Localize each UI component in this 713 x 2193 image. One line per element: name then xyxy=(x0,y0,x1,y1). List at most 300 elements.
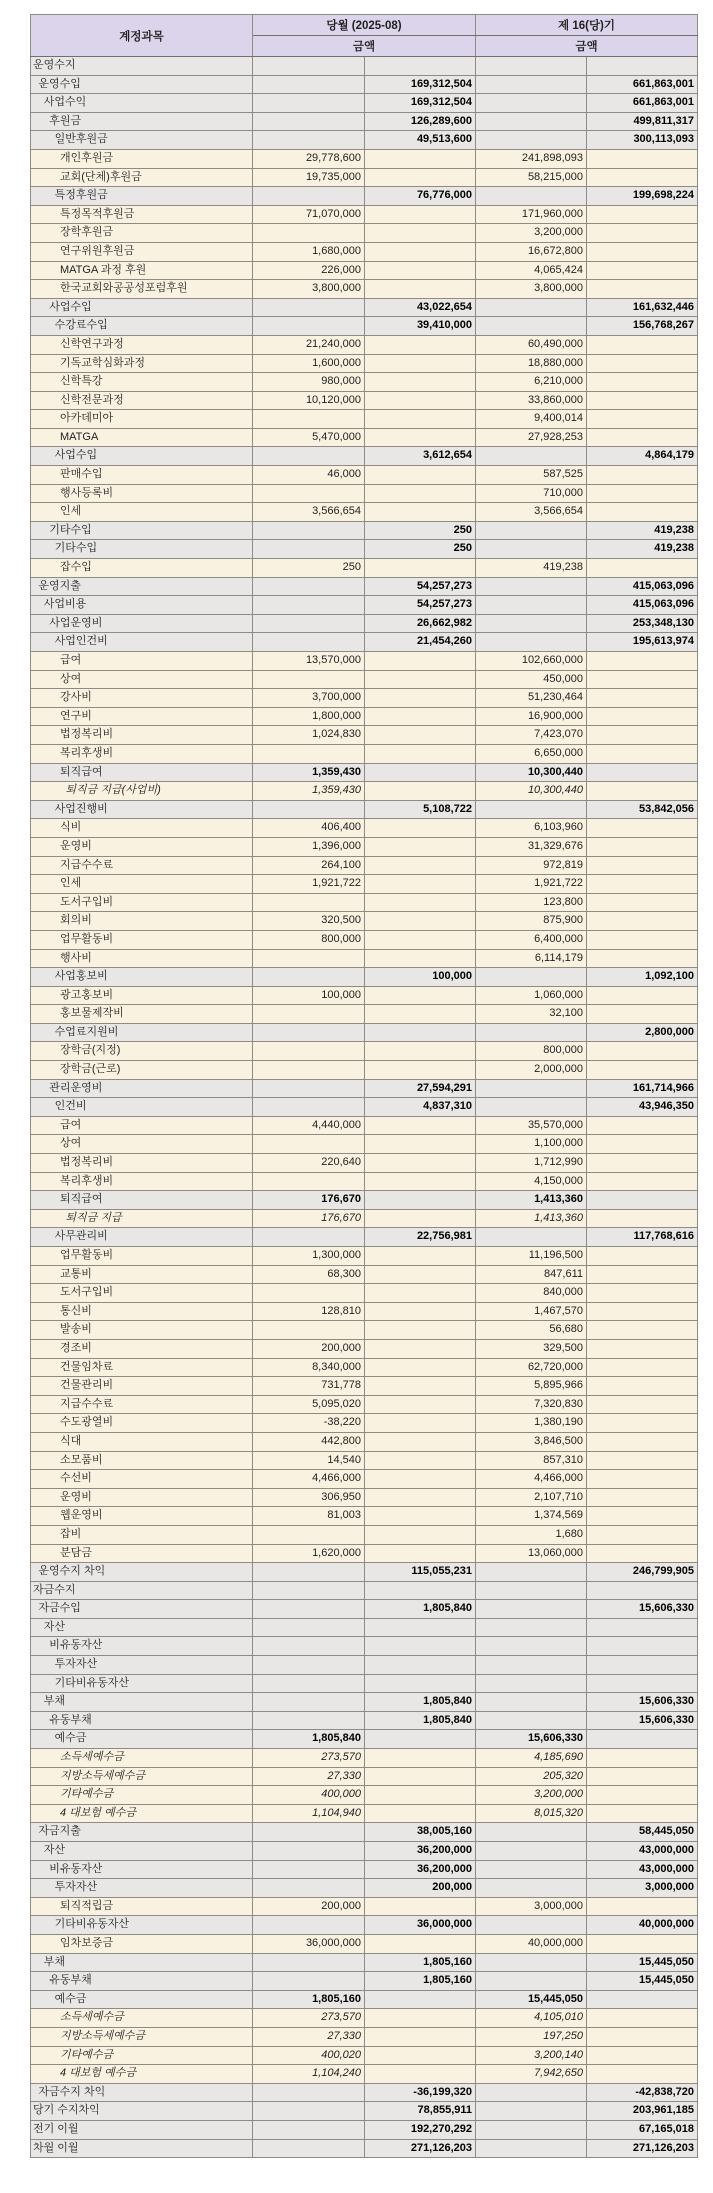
account-cell: 발송비 xyxy=(31,1321,253,1340)
amount-cell: 972,819 xyxy=(476,856,587,875)
table-row xyxy=(31,930,698,949)
amount-cell xyxy=(587,1897,698,1916)
amount-cell xyxy=(476,1637,587,1656)
account-cell: 자금수입 xyxy=(31,1600,253,1619)
amount-cell: 840,000 xyxy=(476,1284,587,1303)
amount-cell: 875,900 xyxy=(476,912,587,931)
account-cell: 특정목적후원금 xyxy=(31,205,253,224)
amount-cell xyxy=(365,559,476,578)
amount-cell xyxy=(365,1470,476,1489)
account-cell: 예수금 xyxy=(31,1730,253,1749)
table-row xyxy=(31,986,698,1005)
amount-cell: 156,768,267 xyxy=(587,317,698,336)
account-cell: 인세 xyxy=(31,875,253,894)
amount-cell xyxy=(587,1172,698,1191)
table-row xyxy=(31,1079,698,1098)
account-cell: 판매수입 xyxy=(31,466,253,485)
amount-cell xyxy=(365,1525,476,1544)
amount-cell xyxy=(365,763,476,782)
account-cell: 장학금(지정) xyxy=(31,1042,253,1061)
table-row xyxy=(31,1730,698,1749)
account-cell: 신학특강 xyxy=(31,373,253,392)
amount-cell: 271,126,203 xyxy=(365,2139,476,2158)
account-cell: 도서구입비 xyxy=(31,1284,253,1303)
account-cell: 운영수입 xyxy=(31,75,253,94)
table-row xyxy=(31,670,698,689)
account-cell: 특정후원금 xyxy=(31,187,253,206)
account-cell: 개인후원금 xyxy=(31,149,253,168)
table-row xyxy=(31,1209,698,1228)
amount-cell xyxy=(365,1023,476,1042)
amount-cell: -42,838,720 xyxy=(587,2083,698,2102)
amount-cell xyxy=(365,335,476,354)
amount-cell xyxy=(365,1135,476,1154)
table-row xyxy=(31,1005,698,1024)
amount-cell xyxy=(253,1284,365,1303)
account-cell: 기타비유동자산 xyxy=(31,1674,253,1693)
amount-cell xyxy=(476,75,587,94)
amount-cell: 4,105,010 xyxy=(476,2009,587,2028)
table-row xyxy=(31,1172,698,1191)
account-cell: 4 대보험 예수금 xyxy=(31,1804,253,1823)
amount-cell: 203,961,185 xyxy=(587,2102,698,2121)
amount-cell: 4,864,179 xyxy=(587,447,698,466)
amount-cell xyxy=(365,1637,476,1656)
amount-cell xyxy=(587,1395,698,1414)
amount-cell: 43,022,654 xyxy=(365,298,476,317)
amount-cell xyxy=(587,1135,698,1154)
table-row xyxy=(31,1786,698,1805)
amount-cell: 800,000 xyxy=(253,930,365,949)
amount-cell: 271,126,203 xyxy=(587,2139,698,2158)
amount-cell: 197,250 xyxy=(476,2027,587,2046)
amount-cell: 200,000 xyxy=(365,1879,476,1898)
amount-cell xyxy=(253,893,365,912)
amount-cell: 15,445,050 xyxy=(587,1972,698,1991)
amount-cell: 661,863,001 xyxy=(587,75,698,94)
table-row xyxy=(31,1302,698,1321)
column-header-amount-term: 금액 xyxy=(476,36,698,57)
amount-cell: 13,570,000 xyxy=(253,652,365,671)
amount-cell xyxy=(253,131,365,150)
amount-cell xyxy=(253,1042,365,1061)
amount-cell: 195,613,974 xyxy=(587,633,698,652)
table-row xyxy=(31,354,698,373)
amount-cell xyxy=(365,1749,476,1768)
amount-cell: 415,063,096 xyxy=(587,596,698,615)
amount-cell xyxy=(253,1061,365,1080)
amount-cell: 710,000 xyxy=(476,484,587,503)
amount-cell: 273,570 xyxy=(253,1749,365,1768)
amount-cell xyxy=(365,1154,476,1173)
amount-cell xyxy=(587,652,698,671)
amount-cell xyxy=(587,1302,698,1321)
table-row xyxy=(31,2083,698,2102)
amount-cell: 27,330 xyxy=(253,1767,365,1786)
amount-cell xyxy=(587,782,698,801)
amount-cell xyxy=(587,875,698,894)
table-body xyxy=(31,57,698,2158)
amount-cell: 1,380,190 xyxy=(476,1414,587,1433)
amount-cell: 171,960,000 xyxy=(476,205,587,224)
amount-cell xyxy=(476,1228,587,1247)
amount-cell xyxy=(253,1711,365,1730)
amount-cell: 415,063,096 xyxy=(587,577,698,596)
amount-cell: 192,270,292 xyxy=(365,2120,476,2139)
amount-cell xyxy=(587,205,698,224)
table-row xyxy=(31,1432,698,1451)
table-row xyxy=(31,949,698,968)
amount-cell: 442,800 xyxy=(253,1432,365,1451)
amount-cell xyxy=(587,1990,698,2009)
amount-cell: 2,107,710 xyxy=(476,1488,587,1507)
amount-cell xyxy=(587,1581,698,1600)
amount-cell xyxy=(365,1674,476,1693)
amount-cell: 847,611 xyxy=(476,1265,587,1284)
table-row xyxy=(31,559,698,578)
amount-cell xyxy=(253,1600,365,1619)
amount-cell: 26,662,982 xyxy=(365,614,476,633)
amount-cell xyxy=(365,1191,476,1210)
amount-cell: 176,670 xyxy=(253,1209,365,1228)
amount-cell: 980,000 xyxy=(253,373,365,392)
amount-cell xyxy=(365,1934,476,1953)
amount-cell: 32,100 xyxy=(476,1005,587,1024)
table-row xyxy=(31,168,698,187)
account-cell: MATGA xyxy=(31,428,253,447)
amount-cell xyxy=(253,744,365,763)
amount-cell xyxy=(365,1061,476,1080)
amount-cell xyxy=(476,1972,587,1991)
table-row xyxy=(31,94,698,113)
amount-cell xyxy=(476,317,587,336)
account-cell: 교회(단체)후원금 xyxy=(31,168,253,187)
amount-cell xyxy=(587,1154,698,1173)
account-cell: 신학전문과정 xyxy=(31,391,253,410)
account-cell: 복리후생비 xyxy=(31,744,253,763)
table-row xyxy=(31,596,698,615)
amount-cell: 1,374,569 xyxy=(476,1507,587,1526)
amount-cell: 176,670 xyxy=(253,1191,365,1210)
column-header-current-term: 제 16(당)기 xyxy=(476,15,698,36)
account-cell: 잡수입 xyxy=(31,559,253,578)
account-cell: 소득세예수금 xyxy=(31,2009,253,2028)
amount-cell: 200,000 xyxy=(253,1339,365,1358)
account-cell: 아카데미아 xyxy=(31,410,253,429)
amount-cell: 306,950 xyxy=(253,1488,365,1507)
table-row xyxy=(31,521,698,540)
amount-cell xyxy=(587,2009,698,2028)
amount-cell xyxy=(253,224,365,243)
amount-cell xyxy=(587,335,698,354)
amount-cell xyxy=(253,2139,365,2158)
amount-cell xyxy=(365,1990,476,2009)
table-row xyxy=(31,187,698,206)
account-cell: 유동부채 xyxy=(31,1711,253,1730)
table-row xyxy=(31,373,698,392)
amount-cell xyxy=(253,57,365,76)
amount-cell xyxy=(253,317,365,336)
amount-cell xyxy=(587,1042,698,1061)
table-row xyxy=(31,1879,698,1898)
amount-cell: 4,185,690 xyxy=(476,1749,587,1768)
account-cell: 지급수수료 xyxy=(31,1395,253,1414)
amount-cell: 46,000 xyxy=(253,466,365,485)
amount-cell: 169,312,504 xyxy=(365,75,476,94)
amount-cell xyxy=(365,1767,476,1786)
amount-cell: 264,100 xyxy=(253,856,365,875)
account-cell: 지급수수료 xyxy=(31,856,253,875)
amount-cell xyxy=(587,2046,698,2065)
amount-cell: 22,756,981 xyxy=(365,1228,476,1247)
amount-cell xyxy=(476,1879,587,1898)
account-cell: 수강료수입 xyxy=(31,317,253,336)
account-cell: 기타수입 xyxy=(31,521,253,540)
account-cell: 유동부채 xyxy=(31,1972,253,1991)
amount-cell xyxy=(253,1674,365,1693)
amount-cell xyxy=(365,261,476,280)
account-cell: 퇴직급여 xyxy=(31,763,253,782)
account-cell: 사업인건비 xyxy=(31,633,253,652)
amount-cell: 102,660,000 xyxy=(476,652,587,671)
amount-cell xyxy=(587,856,698,875)
account-cell: 사업진행비 xyxy=(31,800,253,819)
account-cell: 소모품비 xyxy=(31,1451,253,1470)
amount-cell xyxy=(253,2083,365,2102)
amount-cell: 21,454,260 xyxy=(365,633,476,652)
account-cell: 회의비 xyxy=(31,912,253,931)
amount-cell xyxy=(587,912,698,931)
table-row xyxy=(31,1897,698,1916)
amount-cell: 3,000,000 xyxy=(476,1897,587,1916)
amount-cell: 400,020 xyxy=(253,2046,365,2065)
account-cell: 강사비 xyxy=(31,689,253,708)
amount-cell: 1,805,840 xyxy=(365,1711,476,1730)
amount-cell xyxy=(587,224,698,243)
amount-cell: 27,330 xyxy=(253,2027,365,2046)
table-row xyxy=(31,57,698,76)
amount-cell: 54,257,273 xyxy=(365,596,476,615)
account-cell: 소득세예수금 xyxy=(31,1749,253,1768)
amount-cell xyxy=(253,1023,365,1042)
amount-cell: 1,359,430 xyxy=(253,782,365,801)
amount-cell: 71,070,000 xyxy=(253,205,365,224)
amount-cell xyxy=(587,428,698,447)
amount-cell: 4,150,000 xyxy=(476,1172,587,1191)
amount-cell: 36,200,000 xyxy=(365,1860,476,1879)
table-row xyxy=(31,689,698,708)
amount-cell xyxy=(587,763,698,782)
amount-cell: 6,114,179 xyxy=(476,949,587,968)
amount-cell: 1,921,722 xyxy=(253,875,365,894)
amount-cell: 123,800 xyxy=(476,893,587,912)
amount-cell: 7,320,830 xyxy=(476,1395,587,1414)
account-cell: 사업홍보비 xyxy=(31,968,253,987)
table-row xyxy=(31,1228,698,1247)
table-row xyxy=(31,782,698,801)
amount-cell xyxy=(587,726,698,745)
table-row xyxy=(31,912,698,931)
account-cell: 기독교학심화과정 xyxy=(31,354,253,373)
amount-cell xyxy=(253,1172,365,1191)
account-cell: 장학금(근로) xyxy=(31,1061,253,1080)
amount-cell xyxy=(253,540,365,559)
amount-cell: 15,445,050 xyxy=(476,1990,587,2009)
account-cell: 연구위원후원금 xyxy=(31,242,253,261)
amount-cell xyxy=(587,744,698,763)
amount-cell xyxy=(253,1618,365,1637)
amount-cell: 40,000,000 xyxy=(476,1934,587,1953)
amount-cell: 1,100,000 xyxy=(476,1135,587,1154)
amount-cell: 126,289,600 xyxy=(365,112,476,131)
account-cell: 인세 xyxy=(31,503,253,522)
amount-cell xyxy=(365,837,476,856)
table-row xyxy=(31,856,698,875)
table-row xyxy=(31,410,698,429)
amount-cell xyxy=(365,354,476,373)
amount-cell: 15,606,330 xyxy=(476,1730,587,1749)
amount-cell xyxy=(587,1749,698,1768)
table-row xyxy=(31,800,698,819)
amount-cell: 29,778,600 xyxy=(253,149,365,168)
account-cell: 건물임차료 xyxy=(31,1358,253,1377)
account-cell: 교통비 xyxy=(31,1265,253,1284)
amount-cell xyxy=(365,707,476,726)
amount-cell xyxy=(365,1507,476,1526)
account-cell: 사업운영비 xyxy=(31,614,253,633)
amount-cell xyxy=(253,1228,365,1247)
amount-cell: 3,800,000 xyxy=(476,280,587,299)
amount-cell: 62,720,000 xyxy=(476,1358,587,1377)
amount-cell xyxy=(476,57,587,76)
account-cell: 비유동자산 xyxy=(31,1637,253,1656)
account-cell: 관리운영비 xyxy=(31,1079,253,1098)
table-row xyxy=(31,1154,698,1173)
amount-cell xyxy=(365,391,476,410)
amount-cell: 117,768,616 xyxy=(587,1228,698,1247)
table-row xyxy=(31,968,698,987)
table-row xyxy=(31,1804,698,1823)
amount-cell xyxy=(587,1358,698,1377)
account-cell: 장학후원금 xyxy=(31,224,253,243)
table-row xyxy=(31,1395,698,1414)
account-cell: 도서구입비 xyxy=(31,893,253,912)
amount-cell xyxy=(365,1730,476,1749)
amount-cell: 31,329,676 xyxy=(476,837,587,856)
amount-cell: 36,000,000 xyxy=(253,1934,365,1953)
amount-cell: 857,310 xyxy=(476,1451,587,1470)
amount-cell: 1,800,000 xyxy=(253,707,365,726)
amount-cell: 161,632,446 xyxy=(587,298,698,317)
amount-cell xyxy=(253,1135,365,1154)
amount-cell xyxy=(587,503,698,522)
account-cell: 예수금 xyxy=(31,1990,253,2009)
amount-cell xyxy=(365,1488,476,1507)
account-cell: 연구비 xyxy=(31,707,253,726)
table-row xyxy=(31,2009,698,2028)
amount-cell xyxy=(253,298,365,317)
amount-cell xyxy=(365,242,476,261)
account-cell: 식비 xyxy=(31,819,253,838)
amount-cell xyxy=(587,1934,698,1953)
amount-cell xyxy=(365,2009,476,2028)
amount-cell xyxy=(587,1525,698,1544)
amount-cell: 40,000,000 xyxy=(587,1916,698,1935)
amount-cell: 16,900,000 xyxy=(476,707,587,726)
table-row xyxy=(31,1377,698,1396)
amount-cell xyxy=(476,447,587,466)
amount-cell xyxy=(587,1730,698,1749)
amount-cell xyxy=(476,1581,587,1600)
account-cell: 건물관리비 xyxy=(31,1377,253,1396)
amount-cell xyxy=(476,1656,587,1675)
table-row xyxy=(31,1247,698,1266)
table-row xyxy=(31,819,698,838)
table-row xyxy=(31,1823,698,1842)
amount-cell: 36,000,000 xyxy=(365,1916,476,1935)
table-row xyxy=(31,2065,698,2084)
header-row-periods xyxy=(31,15,698,36)
amount-cell: 3,612,654 xyxy=(365,447,476,466)
amount-cell: 250 xyxy=(253,559,365,578)
amount-cell xyxy=(587,1265,698,1284)
amount-cell: 67,165,018 xyxy=(587,2120,698,2139)
amount-cell xyxy=(365,744,476,763)
amount-cell xyxy=(587,1284,698,1303)
table-row xyxy=(31,1544,698,1563)
amount-cell: 419,238 xyxy=(587,521,698,540)
amount-cell xyxy=(587,2027,698,2046)
amount-cell xyxy=(476,1953,587,1972)
table-row xyxy=(31,447,698,466)
table-row xyxy=(31,1860,698,1879)
amount-cell xyxy=(476,614,587,633)
amount-cell: 406,400 xyxy=(253,819,365,838)
amount-cell xyxy=(365,875,476,894)
table-row xyxy=(31,317,698,336)
account-cell: 퇴직급여 xyxy=(31,1191,253,1210)
amount-cell: 246,799,905 xyxy=(587,1563,698,1582)
table-row xyxy=(31,1767,698,1786)
amount-cell xyxy=(476,1711,587,1730)
account-cell: 광고홍보비 xyxy=(31,986,253,1005)
financial-report-table xyxy=(30,14,698,2158)
amount-cell: 15,606,330 xyxy=(587,1711,698,1730)
table-row xyxy=(31,1600,698,1619)
amount-cell: 169,312,504 xyxy=(365,94,476,113)
account-cell: 운영수지 차익 xyxy=(31,1563,253,1582)
amount-cell: 4,837,310 xyxy=(365,1098,476,1117)
amount-cell: 450,000 xyxy=(476,670,587,689)
amount-cell xyxy=(253,1823,365,1842)
account-cell: 한국교회와공공성포럼후원 xyxy=(31,280,253,299)
table-row xyxy=(31,893,698,912)
amount-cell xyxy=(365,1247,476,1266)
account-cell: 기타예수금 xyxy=(31,1786,253,1805)
account-cell: 업무활동비 xyxy=(31,930,253,949)
amount-cell: 6,103,960 xyxy=(476,819,587,838)
amount-cell: 2,000,000 xyxy=(476,1061,587,1080)
amount-cell: 4,466,000 xyxy=(476,1470,587,1489)
amount-cell xyxy=(587,484,698,503)
amount-cell xyxy=(476,540,587,559)
account-cell: 사무관리비 xyxy=(31,1228,253,1247)
amount-cell xyxy=(587,1321,698,1340)
table-row xyxy=(31,1023,698,1042)
account-cell: 인건비 xyxy=(31,1098,253,1117)
amount-cell: 587,525 xyxy=(476,466,587,485)
amount-cell: 1,680 xyxy=(476,1525,587,1544)
